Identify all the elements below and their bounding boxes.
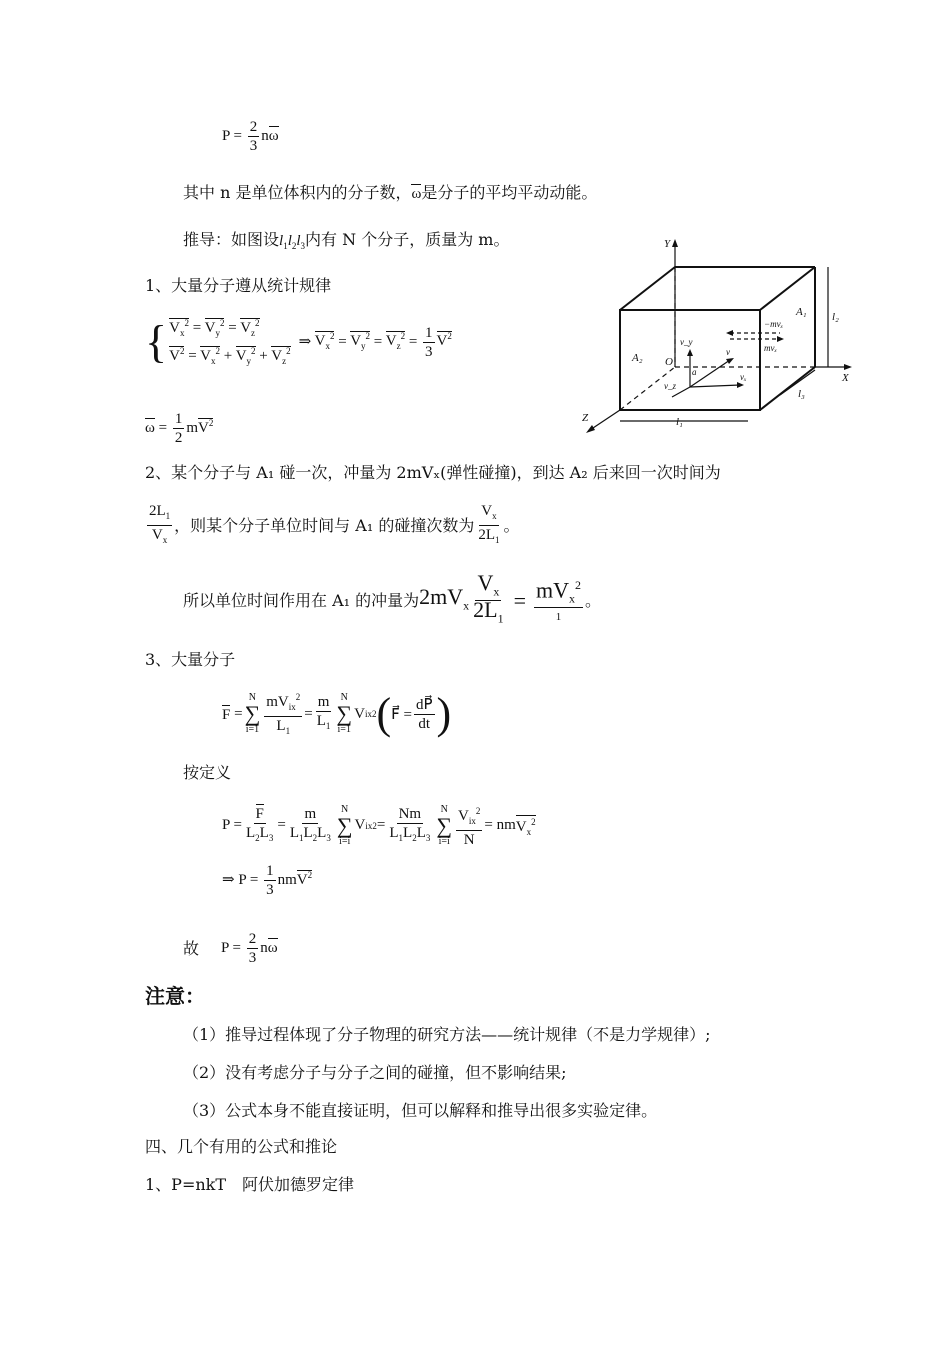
formula-force: F = N ∑ i=1 $\frac{mV_{ix}^2}{L_1}$ = $\frac{m}{L_1}$ N ∑ i=1 V ix 2 ( F⃗ = $\frac{dP⃗}{dt}$ )	[222, 689, 452, 738]
velocity-y-label: v_y	[680, 337, 693, 347]
by-definition-label: 按定义	[183, 763, 232, 782]
face-a1-label: A₁	[796, 306, 807, 318]
formula-pressure-derivation: P = $\frac{F}{L_2L_3}$ = $\frac{m}{L_1L_2L_3}$ N ∑ i=i V ix 2 = $\frac{Nm}{L_1L_2L_3}$ N ∑ i=i $\frac{V_{ix}^2}{N}$ = nm $V_x^2$	[222, 803, 536, 848]
section-4-item-1: 1、P=nkT 阿伏加德罗定律	[145, 1175, 355, 1194]
text-line-1: 其中 n 是单位体积内的分子数，ω是分子的平均平动动能。	[183, 183, 598, 202]
face-a2-label: A₂	[632, 352, 643, 364]
length-l3-label: l₃	[798, 388, 805, 400]
section-4-heading: 四、几个有用的公式和推论	[145, 1137, 338, 1156]
length-l2-label: l₂	[832, 311, 839, 323]
line2-suffix: 内有 N 个分子，质量为 m。	[305, 230, 510, 249]
angle-a-label: a	[692, 367, 697, 377]
note-item-3: （3）公式本身不能直接证明，但可以解释和推导出很多实验定律。	[183, 1101, 658, 1120]
axis-x-label: X	[842, 372, 849, 384]
impulse-period: 。	[585, 590, 602, 610]
note-item-2: （2）没有考虑分子与分子之间的碰撞，但不影响结果;	[183, 1063, 567, 1082]
formula-system: { $V_x^2 = V_y^2 = V_z^2$ $V^2 = V_x^2 + V_y^2 + V_z^2$ ⇒ $V_x^2 = V_y^2 = V_z^2$ = $\frac{1}{3}$ $V^2$	[145, 316, 452, 367]
section-2-impulse: 所以单位时间作用在 A₁ 的冲量为 $2mV_x$ $\frac{V_x}{2L_1}$ = $\frac{mV_x^2}{1}$ 。	[183, 570, 602, 626]
line1-prefix: 其中 n 是单位体积内的分子数，	[183, 183, 412, 202]
section-2-text: 2、某个分子与 A₁ 碰一次，冲量为 2mVₓ(弹性碰撞)，到达 A₂ 后来回一次时间为	[145, 463, 721, 482]
velocity-x-label: vₓ	[740, 372, 747, 382]
formula-pressure-result: ⇒ P = $\frac{1}{3}$ nmV$^2$	[222, 863, 313, 898]
impulse-text: 所以单位时间作用在 A₁ 的冲量为	[183, 590, 420, 610]
origin-label: O	[665, 356, 673, 368]
axis-y-label: Y	[664, 238, 671, 250]
momentum-negative-label: −mvₓ	[764, 319, 784, 329]
section-3-heading: 3、大量分子	[145, 650, 236, 669]
note-heading: 注意：	[145, 984, 205, 1008]
length-l1-label: l₁	[676, 416, 683, 428]
therefore-line: 故 P = $\frac{2}{3}$ nω	[183, 931, 278, 966]
section-2-collision: $\frac{2L_1}{V_x}$ ，则某个分子单位时间与 A₁ 的碰撞次数为 $\frac{V_x}{2L_1}$ 。	[149, 503, 520, 545]
note-item-1: （1）推导过程体现了分子物理的研究方法——统计规律（不是力学规律）;	[183, 1025, 711, 1044]
box-diagram	[580, 235, 860, 435]
velocity-label: v	[726, 347, 730, 357]
section-1-heading: 1、大量分子遵从统计规律	[145, 276, 332, 295]
momentum-positive-label: mvₓ	[764, 343, 778, 353]
velocity-z-label: v_z	[664, 381, 676, 391]
formula-pressure-top: P = $\frac{2}{3}$ nω	[222, 119, 279, 154]
text-line-2: 推导：如图设$l_1l_2l_3$内有 N 个分子，质量为 m。	[183, 230, 510, 251]
line2-prefix: 推导：如图设	[183, 230, 280, 249]
line1-suffix: 是分子的平均平动动能。	[421, 183, 598, 202]
collision-count-text: ，则某个分子单位时间与 A₁ 的碰撞次数为	[174, 515, 475, 535]
axis-z-label: Z	[582, 412, 589, 424]
formula-omega: ω = $\frac{1}{2}$ $mV^2$	[145, 411, 214, 446]
collision-period: 。	[503, 515, 520, 535]
therefore-label: 故	[183, 938, 200, 958]
